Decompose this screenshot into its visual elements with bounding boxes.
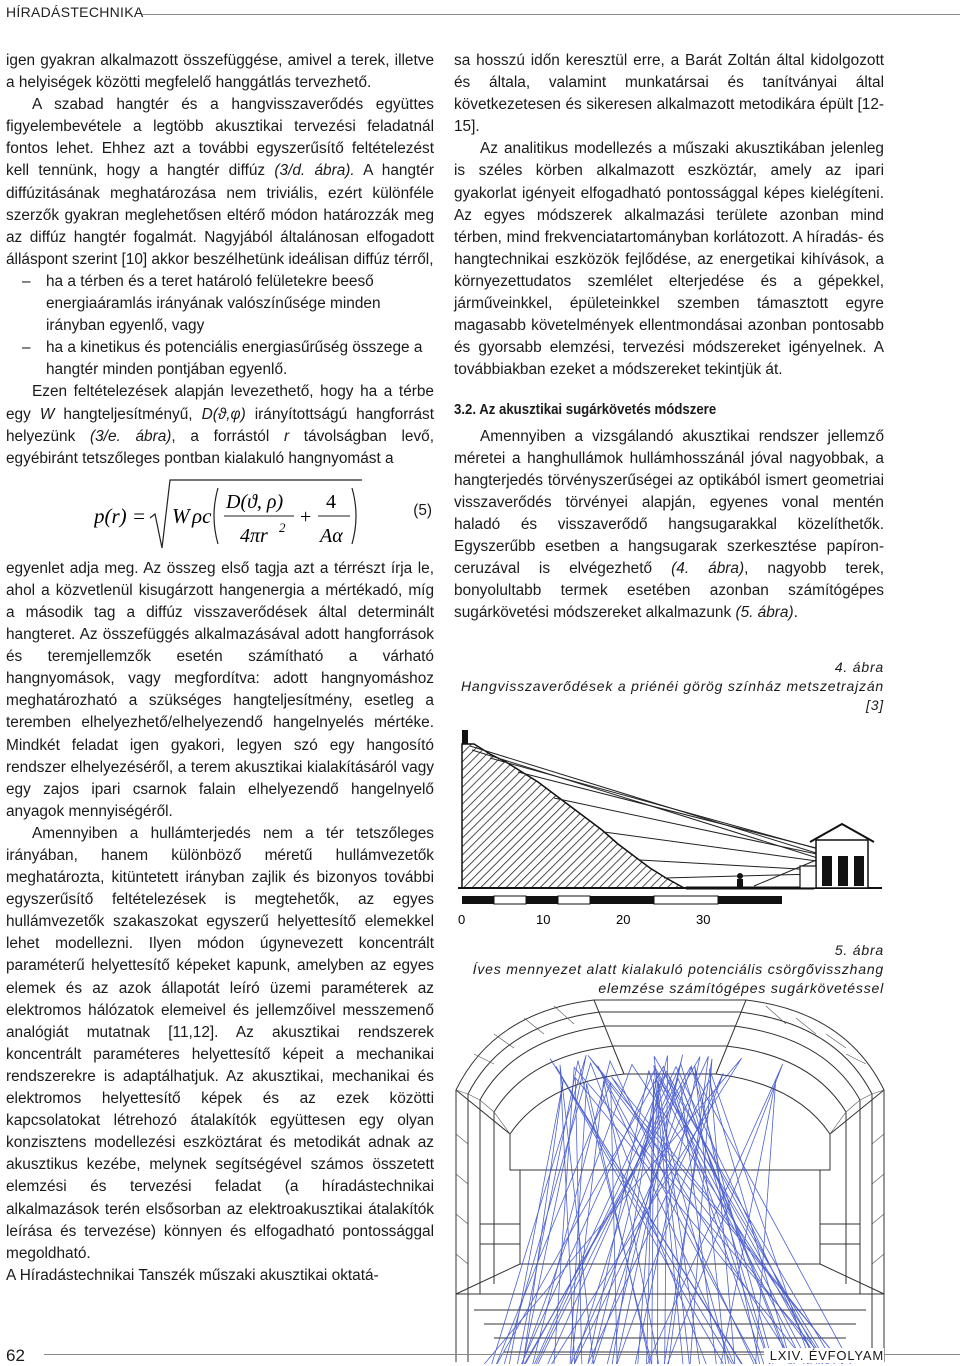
scale-tick-label: 20: [616, 912, 631, 927]
rear-wall: [462, 730, 468, 744]
paragraph: egyenlet adja meg. Az összeg első tagja azt a térrészt írja le, ahol a közvetlenül kisugárzott hangenergia a mértékadó, míg a második tag a diffúz visszaverődések által determinált hangteret. Az összefüggés alkalmazásával adott hangforrások és teremjellemzők esetén számítható a várható hangnyomások, vagy megfordítva: adott hangnyomáshoz meghatározható a szükséges hangteljesítmény, esetleg a teremben elhelyezhető/elhelyezendő hangelnyelés mértéke. Mindkét feladat igen gyakori, legyen szó egy hangosító rendszer elhelyezéséről, a terem akusztikai kialakításáról vagy egy zajos ipari csarnok falain elhelyezendő hangelnyelő anyagok mennyiségéről.: [6, 559, 434, 820]
scale-tick-label: 30: [696, 912, 711, 927]
sound-ray: [588, 1073, 723, 1364]
left-column: [6, 50, 434, 1287]
sound-ray: [524, 1057, 700, 1364]
equation-rhoc: ρc: [192, 503, 212, 528]
list-item: – ha a térben és a teret határoló felületekre beeső energiaáramlás irányának valószínűsége minden irányban egyenlő, vagy: [22, 272, 381, 335]
figure-5-caption: [454, 941, 884, 998]
sound-ray: [680, 1084, 791, 1364]
journal-title: HÍRADÁSTECHNIKA: [6, 4, 144, 20]
paragraph: Amennyiben a hullámterjedés nem a tér tetszőleges irányában, hanem különböző méretű hullámvezetők meghatározta, kitüntetett irányban zajlik és bizonyos további egyszerűsítő feltételezések is megtehetők, az egyes hullámvezetők szakaszokat egyszerű helyettesítő elemekkel lehet modellezni. Ilyen módon úgynevezett koncentrált paraméterű helyettesítő képeket kapunk, amelyben az egyes elemek és az azok állapotát leíró üzemi paraméterek az elektromos hálózatok elemeivel és jellemzőivel messzemenő analógiát mutatnak [11,12]. Az akusztikai rendszerek koncentrált paraméteres helyettesítő képeit a mechanikai rendszerekre is adaptálhatjuk. Az akusztikai, mechanikai és elektromos helyettesítő képek és az ezek közötti kapcsolatokat létrehozó átalakítók együttesen egy olyan konzisztens modellezési eszköztárat és metodikát adnak az akusztikus kezébe, melynek segítségével számos összetett elemzési és tervezési feladat (a híradástechnikai alkalmazások terén elsősorban az elektroakusztikai átalakítók leírása és tervezése) könnyen és elfogadható pontossággal megoldható.: [6, 824, 434, 1262]
equation-numerator-1: D(ϑ, ρ): [226, 490, 284, 513]
left-paren: [214, 488, 218, 544]
figure-reference: (4. ábra): [671, 560, 745, 578]
paragraph: Az analitikus modellezés a műszaki akusztikában jelenleg is széles körben alkalmazott eszköztár, amely az ipari gyakorlat igényeit elfogadható pontossággal képes kielégíteni. Az egyes módszerek alkalmazási területe azonban mind térben, mind frekvenciatartományban korlátozott. A híradás- és hangtechnikai eszközök fejlődése, az energetikai kihívások, a környezettudatos szemlélet elterjedése és a gépekkel, járműveinkkel, épületeinkkel szemben támasztott egyre magasabb követelmények ellentmondásai azonban pontosabb és gyorsabb elemzési, tervezési módszereket igényelnek. A továbbiakban ezeket a módszereket tekintjük át.: [454, 140, 884, 379]
page-header: [0, 0, 960, 26]
paragraph: A szabad hangtér és a hangvisszaverődés együttes figyelembevétele a legtöbb akusztikai tervezési feladatnál fontos lehet. Ehhez azt a további egyszerűsítő feltételezést kell tennünk, hogy a hangtér diffúz (3/d. ábra). A hangtér diffúzitásának meghatározása nem triviális, ezért különféle szerzők gyakran meglehetősen eltérő módon határozzák meg az diffúz hangtér fogalmát. Nagyjából általánosan elfogadott álláspont szerint [10] akkor beszélhetünk ideálisan diffúz térről,: [6, 96, 434, 268]
list-dash: –: [22, 272, 31, 290]
volume-label: LXIV. ÉVFOLYAM: [764, 1348, 884, 1363]
section-heading: 3.2. Az akusztikai sugárkövetés módszere: [454, 401, 717, 419]
theater-drawing: [454, 710, 886, 938]
figure-reference: (3/e. ábra): [90, 427, 172, 445]
figure-4-caption: [454, 658, 884, 715]
equation-number: (5): [413, 501, 432, 519]
paragraph: sa hosszú időn keresztül erre, a Barát Zoltán által kidolgozott és általa, valamint munkatársai és tanítványai által következetesen és sikeresen alkalmazott metodikára épült [12-15].: [454, 52, 884, 136]
equation-exponent: 2: [279, 519, 286, 535]
condition-list: [6, 271, 434, 381]
equation-plus: +: [300, 505, 312, 528]
figure-reference: (3/d. ábra).: [274, 162, 355, 180]
sound-ray: [654, 1065, 819, 1364]
equation-denominator-2: Aα: [320, 524, 343, 547]
sound-ray: [534, 1071, 666, 1364]
page-footer: [0, 1338, 960, 1364]
figure-number: 5. ábra: [834, 942, 884, 958]
sound-ray: [668, 1075, 822, 1364]
equation-denominator-1: 4πr: [240, 524, 268, 547]
figure-4-theater-section: [454, 710, 886, 938]
page-number: 62: [6, 1346, 31, 1366]
right-paren: [352, 488, 356, 544]
figure-reference: (5. ábra): [735, 604, 794, 622]
equation-numerator-2: 4: [326, 490, 336, 513]
paragraph: A Híradástechnikai Tanszék műszaki akusztikai oktatá-: [6, 1266, 379, 1284]
header-rule: [142, 14, 960, 15]
equation-5: [6, 474, 434, 554]
paragraph: Ezen feltételezések alapján levezethető, hogy ha a térbe egy W hangteljesítményű, D(ϑ,φ) irányítottságú hangforrást helyezünk (3/e. ábra), a forrástól r távolságban levő, egyébiránt tetszőleges pontban kialakuló hangnyomást a: [6, 383, 435, 467]
figure-number: 4. ábra: [834, 659, 884, 675]
caption-text: Íves mennyezet alatt kialakuló potenciális csörgővisszhang elemzése számítógépes sugárkövetéssel: [472, 961, 884, 996]
figure-5-ray-tracing: [454, 994, 886, 1364]
list-item: – ha a kinetikus és potenciális energiasűrűség összege a hangtér minden pontjában egyenlő.: [22, 339, 423, 379]
auditorium-seating: [462, 744, 684, 888]
scale-bar: [458, 896, 782, 927]
scale-tick-label: 0: [458, 912, 466, 927]
right-column: [454, 50, 884, 624]
scale-tick-label: 10: [536, 912, 551, 927]
ray-bundle: [484, 1055, 850, 1364]
sound-ray: [509, 1080, 563, 1364]
equation-graphic: [94, 478, 364, 554]
actor-figure: [737, 873, 743, 888]
paragraph: Amennyiben a vizsgálandó akusztikai rendszer jellemző méretei a hanghullámok hullámhosszánál jóval nagyobbak, a hangterjedés törvényszerűségei az optikából ismert geometriai visszaverődés törvényei alapján, egyenes vonal mentén haladó és visszaverődő hangsugarakkal közelíthetők. Egyszerűbb esetben a hangsugarak szerkesztése papíron-ceruzával is elvégezhető (4. ábra), nagyobb terek, bonyolultabb termek esetében azonban számítógépes sugárkövetési módszereket alkalmazunk (5. ábra).: [454, 427, 884, 622]
ray-tracing-wireframe: [454, 994, 886, 1364]
equation-lhs: p(r) =: [94, 503, 147, 528]
paragraph: igen gyakran alkalmazott összefüggése, amivel a terek, illetve a helyiségek közötti megfelelő hanggátlás tervezhető.: [6, 52, 434, 92]
sound-ray: [538, 1079, 789, 1364]
equation-W: W: [172, 503, 190, 528]
caption-text: Hangvisszaverődések a priénéi görög színház metszetrajzán [3]: [460, 678, 884, 713]
list-dash: –: [22, 339, 31, 357]
